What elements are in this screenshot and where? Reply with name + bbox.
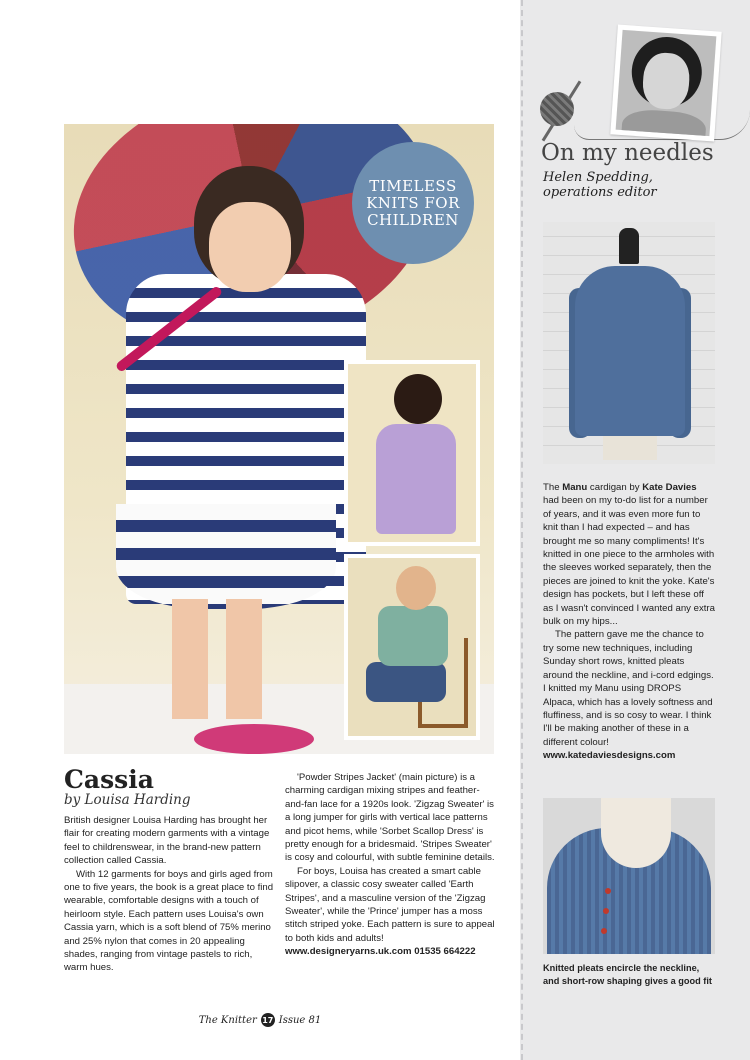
author-name: Helen Spedding, [543,170,653,185]
dress-graphic [116,504,336,609]
magazine-name: The Knitter [198,1014,257,1026]
yarn-ball-icon [540,92,574,126]
designer-name: Kate Davies [642,482,697,493]
cardigan-photo [543,222,715,464]
paragraph: For boys, Louisa has created a smart cable slipover, a classic cosy sweater called 'Earth Stripes', and a masculine version of the 'Zigzag Sweater', while the 'Prince' jumper has a moss stitch striped yoke. Each pattern is sure to appeal to both kids and adults! [285,865,495,944]
mannequin-neck-graphic [619,228,639,264]
badge-line-2: KNITS FOR [366,193,460,212]
text-run: The [543,482,563,493]
text-run: had been on my to-do list for a number of years, and it was even more fun to knit than I had expected – and has brought me so many compliments! It's knitted in one piece to the armholes with the sleeves worked separately, then the pieces are joined to knit the yoke. Kate's design has pockets, but I left these off as I wasn't convinced I wanted any extra bulk on my hips... [543,495,715,628]
article-byline: by Louisa Harding [64,792,191,808]
sidebar-author [543,170,657,200]
portrait-photo [616,30,717,136]
contact-line: www.designeryarns.uk.com 01535 664222 [285,946,476,958]
paragraph [543,481,715,628]
paragraph: British designer Louisa Harding has brought her flair for creating modern garments with a vintage feel to childrenswear, in the brand-new pattern collection called Cassia. [64,815,270,867]
sidebar-body [543,481,715,763]
issue-number: Issue 81 [278,1014,322,1026]
page-footer [0,1013,520,1027]
article-column-1 [64,814,274,975]
flowers-graphic [194,724,314,754]
jeans-graphic [366,662,446,702]
button-graphic [605,888,611,894]
mannequin-base-graphic [603,432,657,460]
badge-line-3: CHILDREN [367,210,459,229]
face-graphic [209,202,291,292]
legs-graphic [172,599,262,719]
paragraph: The pattern gave me the chance to try some new techniques, including Sunday short rows, knitted pleats around the neckline, and i-cord edgings. I knitted my Manu using DROPS Alpaca, which has a lovely softness and fluffiness, and is so cosy to wear. I think I'll be making another of these in a different colour! [543,629,714,748]
sidebar-url [543,749,715,762]
thumbnail-photo-girl [344,360,480,546]
blue-cardigan-graphic [575,266,685,436]
lilac-top-graphic [376,424,456,534]
sidebar-divider [521,0,523,1060]
paragraph: 'Powder Stripes Jacket' (main picture) is a charming cardigan mixing stripes and feather-and-fan lace for a 1920s look. 'Zigzag Sweater' is a long jumper for girls with vertical lace patterns and picot hems, while 'Sorbet Scallop Dress' is pretty enough for a bridesmaid. 'Stripes Sweater' is cosy and colourful, with subtle feminine details. [285,772,495,864]
paragraph: With 12 garments for boys and girls aged from one to five years, the book is a great place to find wearable, comfortable designs with a touch of heirloom style. Each pattern uses Louisa's own Cassia yarn, which is a soft blend of 75% merino and 25% nylon that comes in 20 appealing shades, ranging from vintage pastels to rich, warm hues. [64,868,274,974]
mannequin-neck-graphic [601,798,671,868]
slipover-graphic [378,606,448,666]
badge-line-1: TIMELESS [369,176,457,195]
thumbnail-photo-boy [344,554,480,740]
portrait-body-graphic [620,108,707,136]
article-title: Cassia [64,765,154,794]
button-graphic [601,928,607,934]
photo-caption: Knitted pleats encircle the neckline, and short-row shaping gives a good fit [543,963,712,986]
sidebar-title: On my needles [541,140,714,166]
author-role: operations editor [543,185,657,200]
neckline-detail-photo [543,798,715,954]
feature-badge [352,142,474,264]
girl-head-graphic [394,374,442,424]
editor-portrait [610,25,721,142]
text-run: cardigan by [587,482,643,493]
page-number-badge: 17 [261,1013,275,1027]
article-column-2 [285,771,497,959]
pattern-name: Manu [562,482,588,493]
url-text: www.katedaviesdesigns.com [543,750,676,762]
boy-head-graphic [396,566,436,610]
button-graphic [603,908,609,914]
